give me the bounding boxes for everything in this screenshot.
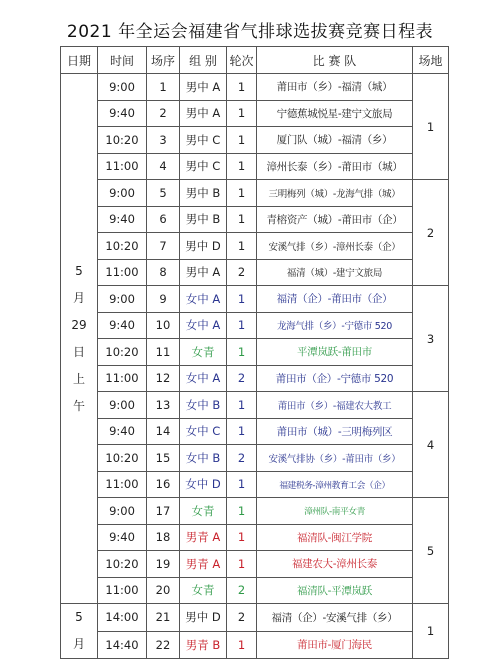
match-no-cell: 7 xyxy=(147,233,180,260)
header-round: 轮次 xyxy=(227,47,257,74)
time-cell: 9:00 xyxy=(98,498,147,525)
round-cell: 1 xyxy=(227,127,257,154)
table-row xyxy=(61,471,449,498)
teams-cell: 莆田市（乡）-福清（城） xyxy=(257,74,413,101)
group-cell: 男中 C xyxy=(180,153,227,180)
group-cell: 男中 A xyxy=(180,74,227,101)
table-row xyxy=(61,153,449,180)
venue-cell: 1 xyxy=(413,74,449,180)
match-no-cell: 11 xyxy=(147,339,180,366)
table-row xyxy=(61,524,449,551)
date-cell xyxy=(61,604,98,659)
time-cell: 11:00 xyxy=(98,471,147,498)
time-cell: 9:00 xyxy=(98,74,147,101)
round-cell: 1 xyxy=(227,339,257,366)
header-row xyxy=(61,47,449,74)
table-row xyxy=(61,551,449,578)
time-cell: 11:00 xyxy=(98,577,147,604)
time-cell: 9:00 xyxy=(98,286,147,313)
table-row xyxy=(61,577,449,604)
round-cell: 1 xyxy=(227,74,257,101)
match-no-cell: 18 xyxy=(147,524,180,551)
date-char: 月 xyxy=(72,637,85,651)
table-row xyxy=(61,233,449,260)
group-cell: 男中 D xyxy=(180,233,227,260)
table-row xyxy=(61,339,449,366)
match-no-cell: 10 xyxy=(147,312,180,339)
group-cell: 女青 xyxy=(180,339,227,366)
match-no-cell: 17 xyxy=(147,498,180,525)
header-match-no: 场序 xyxy=(147,47,180,74)
teams-cell: 福建农大-漳州长泰 xyxy=(257,551,413,578)
header-teams: 比 赛 队 xyxy=(257,47,413,74)
group-cell: 女中 C xyxy=(180,418,227,445)
table-row xyxy=(61,312,449,339)
table-row xyxy=(61,631,449,659)
date-char: 午 xyxy=(72,398,85,413)
group-cell: 女中 A xyxy=(180,312,227,339)
date-char: 月 xyxy=(72,290,85,305)
group-cell: 男中 B xyxy=(180,180,227,207)
date-char: 5 xyxy=(75,610,83,624)
teams-cell: 厦门队（城）-福清（乡） xyxy=(257,127,413,154)
date-char: 日 xyxy=(72,344,85,359)
round-cell: 1 xyxy=(227,153,257,180)
table-row xyxy=(61,206,449,233)
time-cell: 10:20 xyxy=(98,551,147,578)
match-no-cell: 4 xyxy=(147,153,180,180)
time-cell: 9:00 xyxy=(98,180,147,207)
time-cell: 9:00 xyxy=(98,392,147,419)
round-cell: 2 xyxy=(227,604,257,632)
date-char: 5 xyxy=(75,263,83,278)
teams-cell: 漳州长泰（乡）-莆田市（城） xyxy=(257,153,413,180)
time-cell: 9:40 xyxy=(98,524,147,551)
time-cell: 9:40 xyxy=(98,206,147,233)
venue-cell: 4 xyxy=(413,392,449,498)
match-no-cell: 2 xyxy=(147,100,180,127)
teams-cell: 青榕资产（城）-莆田市（企） xyxy=(257,206,413,233)
group-cell: 男青 A xyxy=(180,551,227,578)
teams-cell: 三明梅列（城）-龙海气排（城） xyxy=(257,180,413,207)
group-cell: 男中 A xyxy=(180,100,227,127)
group-cell: 女中 B xyxy=(180,392,227,419)
time-cell: 10:20 xyxy=(98,339,147,366)
header-group: 组 别 xyxy=(180,47,227,74)
match-no-cell: 9 xyxy=(147,286,180,313)
schedule-title: 2021 年全运会福建省气排球选拔赛竞赛日程表 xyxy=(66,22,434,42)
round-cell: 1 xyxy=(227,312,257,339)
round-cell: 1 xyxy=(227,392,257,419)
time-cell: 14:40 xyxy=(98,631,147,659)
round-cell: 2 xyxy=(227,577,257,604)
round-cell: 1 xyxy=(227,524,257,551)
match-no-cell: 15 xyxy=(147,445,180,472)
match-no-cell: 14 xyxy=(147,418,180,445)
match-no-cell: 13 xyxy=(147,392,180,419)
match-no-cell: 21 xyxy=(147,604,180,632)
table-row xyxy=(61,392,449,419)
round-cell: 1 xyxy=(227,418,257,445)
teams-cell: 莆田市-厦门海民 xyxy=(257,631,413,659)
time-cell: 11:00 xyxy=(98,259,147,286)
teams-cell: 莆田市（城）-三明梅列区 xyxy=(257,418,413,445)
header-date: 日期 xyxy=(61,47,98,74)
round-cell: 1 xyxy=(227,551,257,578)
teams-cell: 龙海气排（乡）-宁德市 520 xyxy=(257,312,413,339)
venue-cell: 1 xyxy=(413,604,449,659)
round-cell: 1 xyxy=(227,471,257,498)
table-row xyxy=(61,127,449,154)
table-row xyxy=(61,445,449,472)
time-cell: 10:20 xyxy=(98,445,147,472)
table-row xyxy=(61,498,449,525)
teams-cell: 福建税务-漳州教育工会（企） xyxy=(257,471,413,498)
teams-cell: 安溪气排协（乡）-莆田市（乡） xyxy=(257,445,413,472)
time-cell: 14:00 xyxy=(98,604,147,632)
time-cell: 10:20 xyxy=(98,127,147,154)
teams-cell: 福清队-平潭岚跃 xyxy=(257,577,413,604)
table-row xyxy=(61,180,449,207)
group-cell: 男青 B xyxy=(180,631,227,659)
time-cell: 10:20 xyxy=(98,233,147,260)
match-no-cell: 19 xyxy=(147,551,180,578)
round-cell: 1 xyxy=(227,631,257,659)
round-cell: 1 xyxy=(227,286,257,313)
match-no-cell: 16 xyxy=(147,471,180,498)
match-no-cell: 12 xyxy=(147,365,180,392)
match-no-cell: 6 xyxy=(147,206,180,233)
table-row xyxy=(61,74,449,101)
round-cell: 1 xyxy=(227,498,257,525)
group-cell: 男中 C xyxy=(180,127,227,154)
round-cell: 1 xyxy=(227,100,257,127)
group-cell: 女中 D xyxy=(180,471,227,498)
round-cell: 2 xyxy=(227,259,257,286)
match-no-cell: 8 xyxy=(147,259,180,286)
group-cell: 男中 B xyxy=(180,206,227,233)
date-cell xyxy=(61,74,98,604)
round-cell: 1 xyxy=(227,206,257,233)
table-row xyxy=(61,100,449,127)
date-char: 29 xyxy=(71,317,87,332)
group-cell: 男中 D xyxy=(180,604,227,632)
teams-cell: 莆田市（企）-宁德市 520 xyxy=(257,365,413,392)
teams-cell: 福清（企）-安溪气排（乡） xyxy=(257,604,413,632)
teams-cell: 安溪气排（乡）-漳州长泰（企） xyxy=(257,233,413,260)
time-cell: 11:00 xyxy=(98,153,147,180)
table-row xyxy=(61,259,449,286)
round-cell: 2 xyxy=(227,365,257,392)
group-cell: 女中 A xyxy=(180,365,227,392)
group-cell: 女中 B xyxy=(180,445,227,472)
group-cell: 男青 A xyxy=(180,524,227,551)
schedule-table xyxy=(60,46,449,659)
venue-cell: 3 xyxy=(413,286,449,392)
match-no-cell: 20 xyxy=(147,577,180,604)
teams-cell: 漳州队-南平女青 xyxy=(257,498,413,525)
teams-cell: 平潭岚跃-莆田市 xyxy=(257,339,413,366)
round-cell: 1 xyxy=(227,233,257,260)
teams-cell: 莆田市（乡）-福建农大教工 xyxy=(257,392,413,419)
teams-cell: 福清（企）-莆田市（企） xyxy=(257,286,413,313)
round-cell: 2 xyxy=(227,445,257,472)
header-time: 时间 xyxy=(98,47,147,74)
teams-cell: 宁德蕉城悦星-建宁文旅局 xyxy=(257,100,413,127)
time-cell: 9:40 xyxy=(98,418,147,445)
table-row xyxy=(61,418,449,445)
match-no-cell: 5 xyxy=(147,180,180,207)
match-no-cell: 22 xyxy=(147,631,180,659)
match-no-cell: 3 xyxy=(147,127,180,154)
venue-cell: 2 xyxy=(413,180,449,286)
table-row xyxy=(61,286,449,313)
match-no-cell: 1 xyxy=(147,74,180,101)
table-row xyxy=(61,365,449,392)
group-cell: 女中 A xyxy=(180,286,227,313)
teams-cell: 福清（城）-建宁文旅局 xyxy=(257,259,413,286)
group-cell: 女青 xyxy=(180,577,227,604)
time-cell: 9:40 xyxy=(98,100,147,127)
venue-cell: 5 xyxy=(413,498,449,604)
table-row xyxy=(61,604,449,632)
group-cell: 男中 A xyxy=(180,259,227,286)
round-cell: 1 xyxy=(227,180,257,207)
date-char: 上 xyxy=(72,371,85,386)
time-cell: 11:00 xyxy=(98,365,147,392)
teams-cell: 福清队-闽江学院 xyxy=(257,524,413,551)
header-venue: 场地 xyxy=(413,47,449,74)
group-cell: 女青 xyxy=(180,498,227,525)
time-cell: 9:40 xyxy=(98,312,147,339)
